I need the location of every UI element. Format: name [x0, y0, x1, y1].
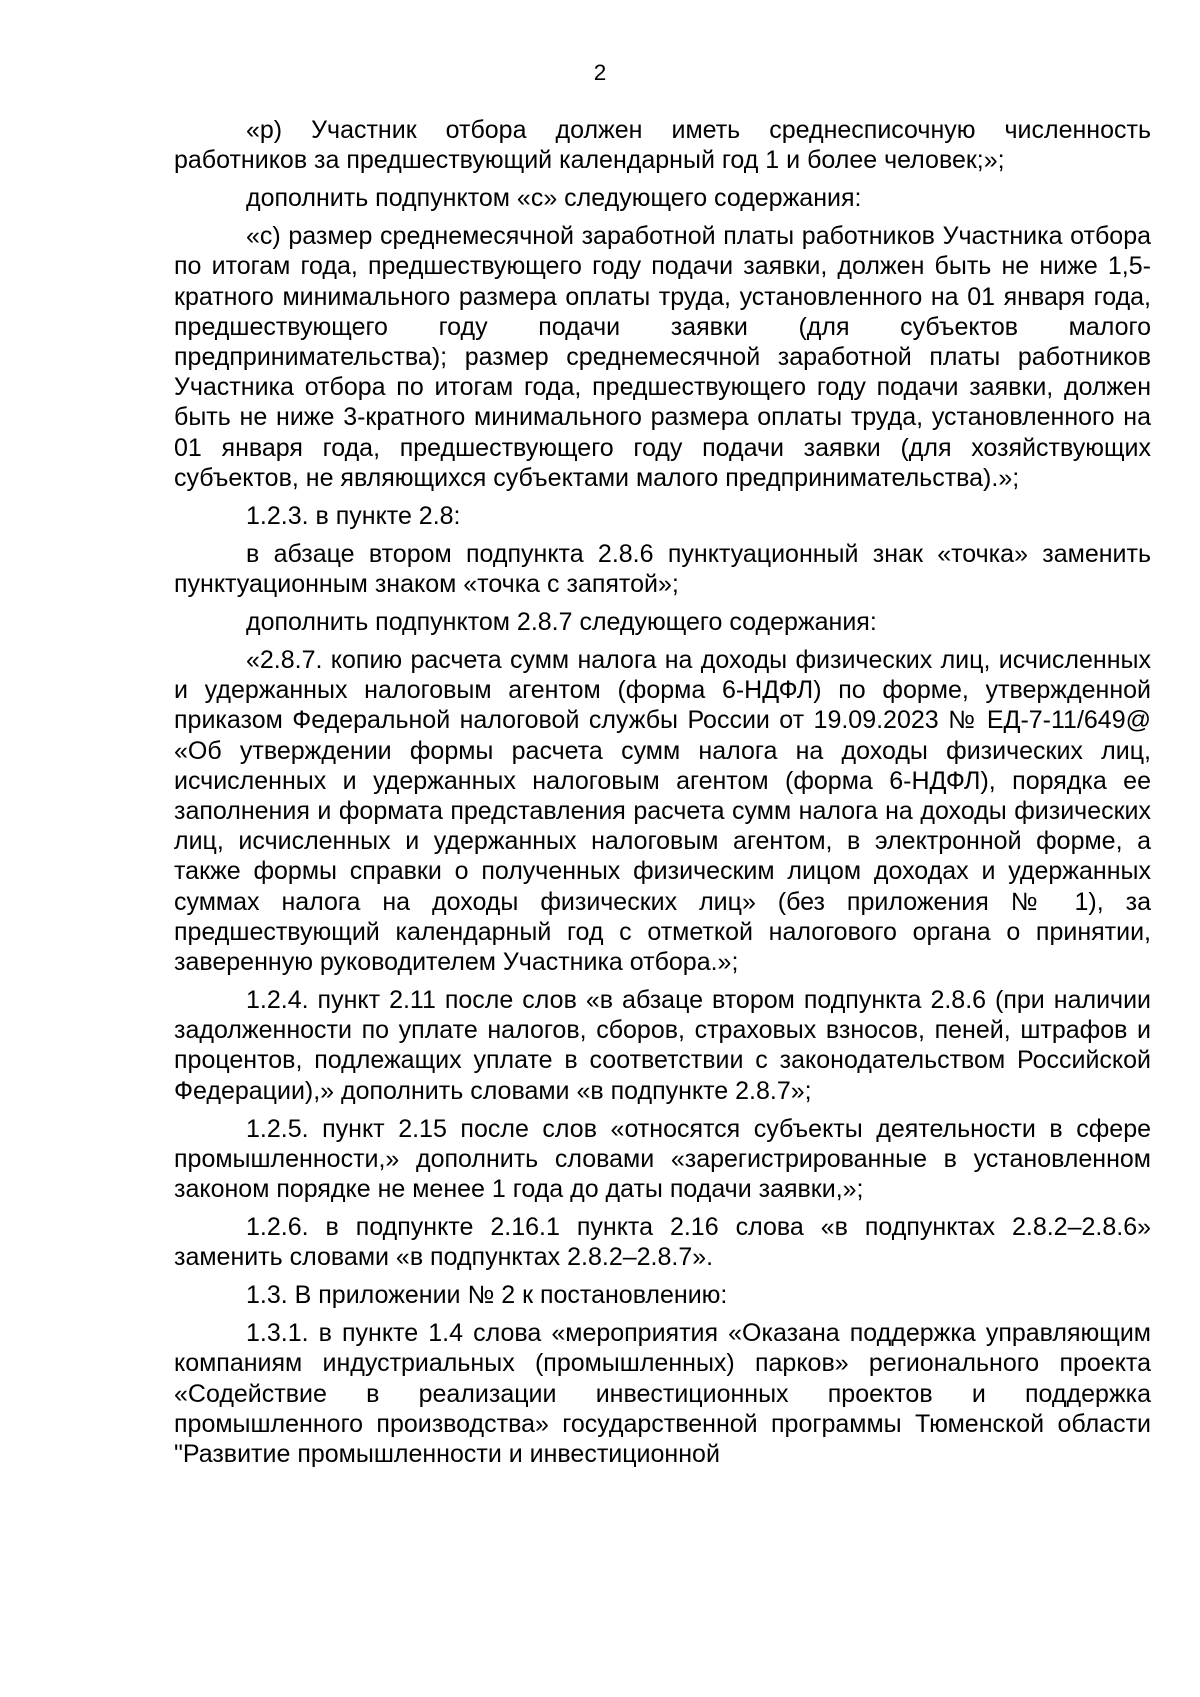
paragraph-subpoint-r: «р) Участник отбора должен иметь среднесписочную численность работников за предшествующий календарный год 1 и более человек;»;: [174, 116, 1151, 175]
paragraph-add-2-8-7: дополнить подпунктом 2.8.7 следующего содержания:: [246, 608, 877, 637]
paragraph-1-3-1: 1.3.1. в пункте 1.4 слова «мероприятия «Оказана поддержка управляющим компаниям индустриальных (промышленных) парков» регионального проекта «Содействие в реализации инвестиционных проектов и поддержка промышленного производства» государственной программы Тюменской области "Развитие промышленности и инвестиционной: [174, 1319, 1151, 1469]
paragraph-1-2-5: 1.2.5. пункт 2.15 после слов «относятся субъекты деятельности в сфере промышленности,» дополнить словами «зарегистрированные в установленном законом порядке не менее 1 года до даты подачи заявки,»;: [174, 1114, 1151, 1204]
page-number: 2: [593, 60, 607, 85]
paragraph-1-3: 1.3. В приложении № 2 к постановлению:: [246, 1281, 728, 1310]
paragraph-subpoint-s: «с) размер среднемесячной заработной платы работников Участника отбора по итогам года, предшествующего году подачи заявки, должен быть не ниже 1,5-кратного минимального размера оплаты труда, установленного на 01 января года, предшествующего году подачи заявки (для субъектов малого предпринимательства); размер среднемесячной заработной платы работников Участника отбора по итогам года, предшествующего году подачи заявки, должен быть не ниже 3-кратного минимального размера оплаты труда, установленного на 01 января года, предшествующего году подачи заявки (для хозяйствующих субъектов, не являющихся субъектами малого предпринимательства).»;: [174, 222, 1151, 492]
document-body: [174, 115, 1151, 1477]
paragraph-1-2-3: 1.2.3. в пункте 2.8:: [246, 501, 461, 530]
paragraph-2-8-7: «2.8.7. копию расчета сумм налога на доходы физических лиц, исчисленных и удержанных налоговым агентом (форма 6-НДФЛ) по форме, утвержденной приказом Федеральной налоговой службы России от 19.09.2023 № ЕД-7-11/649@ «Об утверждении формы расчета сумм налога на доходы физических лиц, исчисленных и удержанных налоговым агентом (форма 6-НДФЛ), порядка ее заполнения и формата представления расчета сумм налога на доходы физических лиц, исчисленных и удержанных налоговым агентом, в электронной форме, а также формы справки о полученных физическим лицом доходах и удержанных суммах налога на доходы физических лиц» (без приложения № 1), за предшествующий календарный год с отметкой налогового органа о принятии, заверенную руководителем Участника отбора.»;: [174, 646, 1151, 977]
paragraph-add-subpoint-s: дополнить подпунктом «с» следующего содержания:: [246, 184, 862, 213]
paragraph-1-2-4: 1.2.4. пункт 2.11 после слов «в абзаце втором подпункта 2.8.6 (при наличии задолженности по уплате налогов, сборов, страховых взносов, пеней, штрафов и процентов, подлежащих уплате в соответствии с законодательством Российской Федерации),» дополнить словами «в подпункте 2.8.7»;: [174, 986, 1151, 1105]
paragraph-1-2-6: 1.2.6. в подпункте 2.16.1 пункта 2.16 слова «в подпунктах 2.8.2–2.8.6» заменить словами «в подпунктах 2.8.2–2.8.7».: [174, 1213, 1151, 1272]
paragraph-abzac-2-8-6: в абзаце втором подпункта 2.8.6 пунктуационный знак «точка» заменить пунктуационным знаком «точка с запятой»;: [174, 539, 1151, 599]
